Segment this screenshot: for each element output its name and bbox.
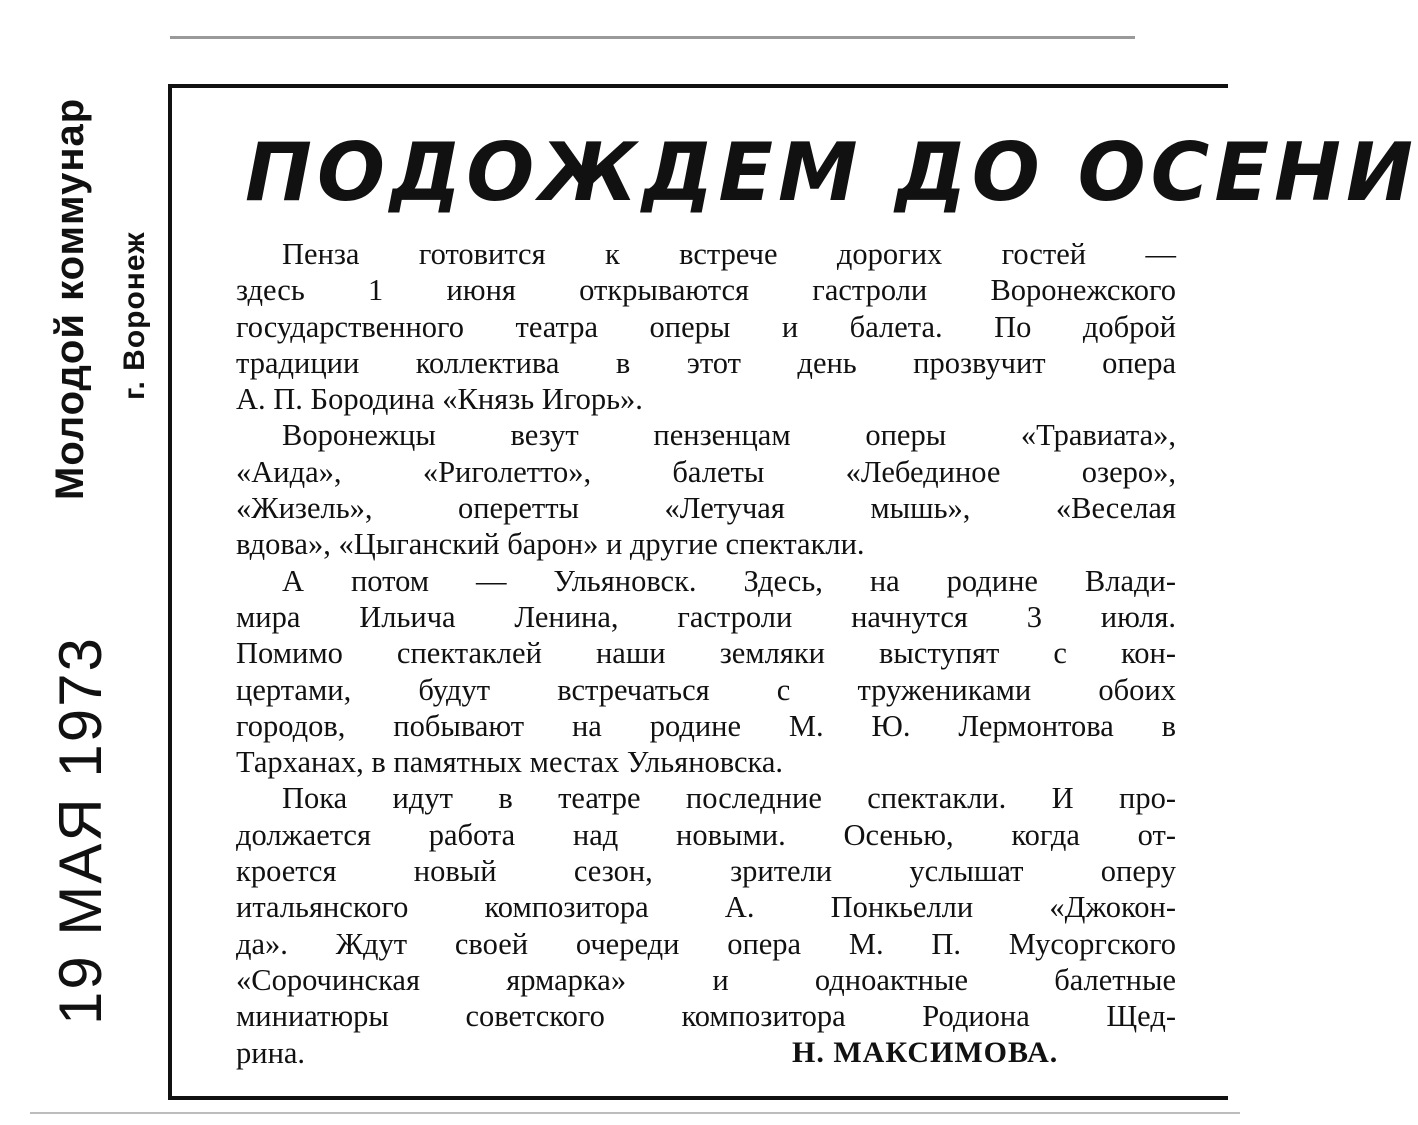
newspaper-city: г. Воронеж: [118, 231, 151, 400]
bottom-rule: [30, 1112, 1240, 1114]
body-line: А потом — Ульяновск. Здесь, на родине Влади-: [282, 563, 1176, 598]
top-rule: [170, 36, 1135, 39]
newspaper-stamp: [0, 0, 160, 1125]
article-author: Н. МАКСИМОВА.: [792, 1036, 1059, 1069]
body-line: «Аида», «Риголетто», балеты «Лебединое озеро»,: [236, 454, 1176, 489]
date-stamp: 19 МАЯ 1973: [47, 636, 114, 1025]
body-line: Тарханах, в памятных местах Ульяновска.: [236, 745, 784, 780]
body-line: мира Ильича Ленина, гастроли начнутся 3 июля.: [236, 599, 1176, 634]
body-line: Воронежцы везут пензенцам оперы «Травиата»,: [282, 418, 1176, 453]
body-line: городов, побывают на родине М. Ю. Лермонтова в: [236, 708, 1176, 743]
body-line: цертами, будут встречаться с тружениками обоих: [236, 672, 1176, 707]
body-line: миниатюры советского композитора Родиона Щед-: [236, 999, 1176, 1034]
body-line: А. П. Бородина «Князь Игорь».: [236, 382, 643, 417]
body-line: да». Ждут своей очереди опера М. П. Мусоргского: [236, 926, 1176, 961]
body-line: традиции коллектива в этот день прозвучит опера: [236, 345, 1176, 380]
newspaper-name: Молодой коммунар: [48, 97, 92, 500]
article-body: [236, 236, 1176, 1071]
body-line: «Жизель», оперетты «Летучая мышь», «Веселая: [236, 491, 1176, 526]
body-line: Помимо спектаклей наши земляки выступят с кон-: [236, 636, 1176, 671]
body-line: кроется новый сезон, зрители услышат оперу: [236, 854, 1176, 889]
body-line: вдова», «Цыганский барон» и другие спектакли.: [236, 527, 865, 562]
body-line: рина.: [236, 1035, 306, 1070]
body-line: Пенза готовится к встрече дорогих гостей —: [282, 237, 1176, 271]
body-line: итальянского композитора А. Понкьелли «Джокон-: [236, 890, 1176, 925]
body-line: «Сорочинская ярмарка» и одноактные балетные: [236, 962, 1176, 997]
body-line: должается работа над новыми. Осенью, когда от-: [236, 817, 1176, 852]
body-line: государственного театра оперы и балета. По доброй: [236, 309, 1176, 344]
body-line: здесь 1 июня открываются гастроли Воронежского: [236, 273, 1176, 308]
body-line: Пока идут в театре последние спектакли. И про-: [282, 781, 1176, 816]
article-headline: ПОДОЖДЕМ ДО ОСЕНИ: [245, 126, 1418, 219]
